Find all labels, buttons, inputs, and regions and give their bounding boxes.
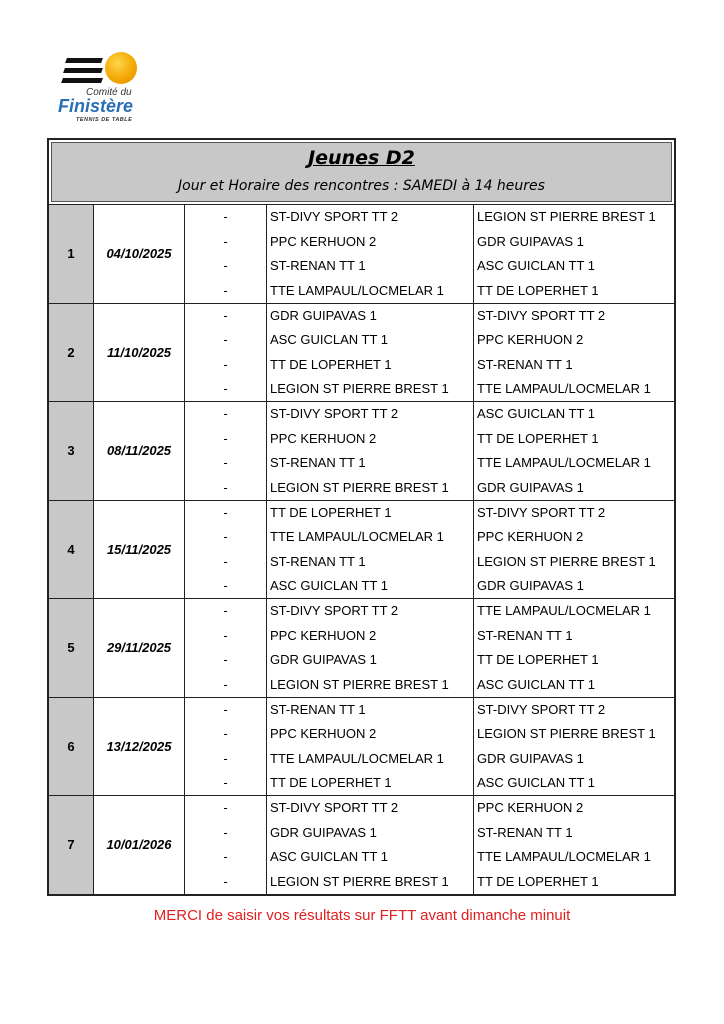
match-home: ASC GUICLAN TT 1 [270, 332, 388, 348]
sep-column [185, 796, 267, 894]
match-away: PPC KERHUON 2 [477, 800, 584, 815]
schedule-table [47, 138, 676, 896]
match-away: TTE LAMPAUL/LOCMELAR 1 [477, 381, 651, 397]
match-sep: - [223, 603, 228, 618]
match-home: TT DE LOPERHET 1 [270, 356, 392, 372]
match-away: TTE LAMPAUL/LOCMELAR 1 [477, 849, 651, 865]
match-home: LEGION ST PIERRE BREST 1 [270, 479, 449, 495]
match-sep: - [223, 479, 228, 495]
match-sep: - [223, 652, 228, 668]
away-column [474, 402, 674, 500]
match-home: TT DE LOPERHET 1 [270, 775, 392, 791]
match-away: PPC KERHUON 2 [477, 332, 584, 348]
match-home: GDR GUIPAVAS 1 [270, 652, 377, 668]
match-away: TTE LAMPAUL/LOCMELAR 1 [477, 455, 651, 471]
page-title: Jeunes D2 [308, 147, 415, 169]
away-column [474, 698, 674, 796]
match-sep: - [223, 430, 228, 446]
sep-column [185, 205, 267, 303]
match-away: TT DE LOPERHET 1 [477, 873, 599, 889]
match-home: ST-DIVY SPORT TT 2 [270, 603, 399, 618]
match-away: TT DE LOPERHET 1 [477, 430, 599, 446]
match-away: ST-DIVY SPORT TT 2 [477, 701, 606, 717]
sep-column [185, 599, 267, 697]
match-sep: - [223, 800, 228, 815]
match-sep: - [223, 578, 228, 594]
match-away: ASC GUICLAN TT 1 [477, 258, 595, 274]
match-sep: - [223, 381, 228, 397]
match-sep: - [223, 529, 228, 545]
match-home: ST-DIVY SPORT TT 2 [270, 406, 399, 421]
home-column [267, 501, 474, 599]
rounds [49, 204, 674, 894]
home-column [267, 796, 474, 894]
sep-column [185, 304, 267, 402]
match-away: TTE LAMPAUL/LOCMELAR 1 [477, 603, 651, 618]
match-sep: - [223, 701, 228, 717]
match-sep: - [223, 726, 228, 742]
logo-stripe [63, 68, 103, 73]
schedule-header [51, 142, 672, 202]
match-away: GDR GUIPAVAS 1 [477, 578, 584, 594]
match-home: ASC GUICLAN TT 1 [270, 578, 388, 594]
round-number: 1 [49, 205, 94, 303]
match-home: PPC KERHUON 2 [270, 233, 377, 249]
match-sep: - [223, 553, 228, 569]
match-sep: - [223, 406, 228, 421]
round-number: 2 [49, 304, 94, 402]
match-away: ST-DIVY SPORT TT 2 [477, 307, 606, 323]
match-sep: - [223, 849, 228, 865]
match-home: TTE LAMPAUL/LOCMELAR 1 [270, 282, 444, 298]
away-column [474, 599, 674, 697]
match-away: LEGION ST PIERRE BREST 1 [477, 553, 656, 569]
match-away: LEGION ST PIERRE BREST 1 [477, 209, 656, 224]
home-column [267, 599, 474, 697]
match-home: ST-RENAN TT 1 [270, 553, 366, 569]
round-row [49, 795, 674, 894]
match-sep: - [223, 504, 228, 520]
round-row [49, 697, 674, 796]
away-column [474, 796, 674, 894]
match-away: ST-DIVY SPORT TT 2 [477, 504, 606, 520]
round-number: 4 [49, 501, 94, 599]
match-sep: - [223, 775, 228, 791]
match-home: PPC KERHUON 2 [270, 627, 377, 643]
match-away: ASC GUICLAN TT 1 [477, 676, 595, 692]
logo-line2: Finistère [58, 96, 134, 116]
match-sep: - [223, 455, 228, 471]
match-home: GDR GUIPAVAS 1 [270, 307, 377, 323]
match-home: ST-RENAN TT 1 [270, 455, 366, 471]
match-sep: - [223, 873, 228, 889]
away-column [474, 304, 674, 402]
match-away: ST-RENAN TT 1 [477, 356, 573, 372]
logo-line3: TENNIS DE TABLE [76, 117, 133, 123]
round-row [49, 204, 674, 303]
match-home: TTE LAMPAUL/LOCMELAR 1 [270, 529, 444, 545]
match-sep: - [223, 356, 228, 372]
match-away: TT DE LOPERHET 1 [477, 652, 599, 668]
match-home: GDR GUIPAVAS 1 [270, 824, 377, 840]
logo-stripe [65, 58, 103, 63]
round-date: 10/01/2026 [94, 796, 185, 894]
match-home: ST-DIVY SPORT TT 2 [270, 209, 399, 224]
match-away: ASC GUICLAN TT 1 [477, 775, 595, 791]
away-column [474, 205, 674, 303]
round-row [49, 598, 674, 697]
match-away: GDR GUIPAVAS 1 [477, 233, 584, 249]
sep-column [185, 698, 267, 796]
match-home: ST-RENAN TT 1 [270, 258, 366, 274]
match-home: PPC KERHUON 2 [270, 726, 377, 742]
round-number: 7 [49, 796, 94, 894]
round-date: 13/12/2025 [94, 698, 185, 796]
footer-notice: MERCI de saisir vos résultats sur FFTT avant dimanche minuit [153, 907, 571, 924]
round-date: 04/10/2025 [94, 205, 185, 303]
match-sep: - [223, 282, 228, 298]
match-away: ST-RENAN TT 1 [477, 824, 573, 840]
match-sep: - [223, 233, 228, 249]
sep-column [185, 501, 267, 599]
logo-line1: Comité du [86, 87, 132, 98]
match-home: ASC GUICLAN TT 1 [270, 849, 388, 865]
match-away: GDR GUIPAVAS 1 [477, 479, 584, 495]
round-row [49, 303, 674, 402]
match-home: TT DE LOPERHET 1 [270, 504, 392, 520]
match-away: ST-RENAN TT 1 [477, 627, 573, 643]
match-sep: - [223, 627, 228, 643]
home-column [267, 402, 474, 500]
match-away: GDR GUIPAVAS 1 [477, 750, 584, 766]
match-sep: - [223, 209, 228, 224]
round-date: 11/10/2025 [94, 304, 185, 402]
match-home: ST-DIVY SPORT TT 2 [270, 800, 399, 815]
match-sep: - [223, 307, 228, 323]
match-away: LEGION ST PIERRE BREST 1 [477, 726, 656, 742]
round-number: 6 [49, 698, 94, 796]
sep-column [185, 402, 267, 500]
match-home: LEGION ST PIERRE BREST 1 [270, 676, 449, 692]
round-row [49, 500, 674, 599]
match-home: TTE LAMPAUL/LOCMELAR 1 [270, 750, 444, 766]
match-away: PPC KERHUON 2 [477, 529, 584, 545]
home-column [267, 698, 474, 796]
round-number: 3 [49, 402, 94, 500]
match-home: PPC KERHUON 2 [270, 430, 377, 446]
match-sep: - [223, 676, 228, 692]
round-date: 08/11/2025 [94, 402, 185, 500]
match-away: ASC GUICLAN TT 1 [477, 406, 595, 421]
comite-finistere-logo [58, 50, 148, 128]
match-sep: - [223, 750, 228, 766]
away-column [474, 501, 674, 599]
schedule-subtitle: Jour et Horaire des rencontres : SAMEDI à 14 heures [178, 178, 545, 194]
home-column [267, 205, 474, 303]
match-sep: - [223, 824, 228, 840]
match-away: TT DE LOPERHET 1 [477, 282, 599, 298]
round-number: 5 [49, 599, 94, 697]
home-column [267, 304, 474, 402]
match-sep: - [223, 258, 228, 274]
match-home: ST-RENAN TT 1 [270, 701, 366, 717]
match-home: LEGION ST PIERRE BREST 1 [270, 873, 449, 889]
logo-stripe [61, 78, 103, 83]
round-date: 15/11/2025 [94, 501, 185, 599]
round-row [49, 401, 674, 500]
match-home: LEGION ST PIERRE BREST 1 [270, 381, 449, 397]
ball-icon [105, 52, 137, 84]
round-date: 29/11/2025 [94, 599, 185, 697]
match-sep: - [223, 332, 228, 348]
